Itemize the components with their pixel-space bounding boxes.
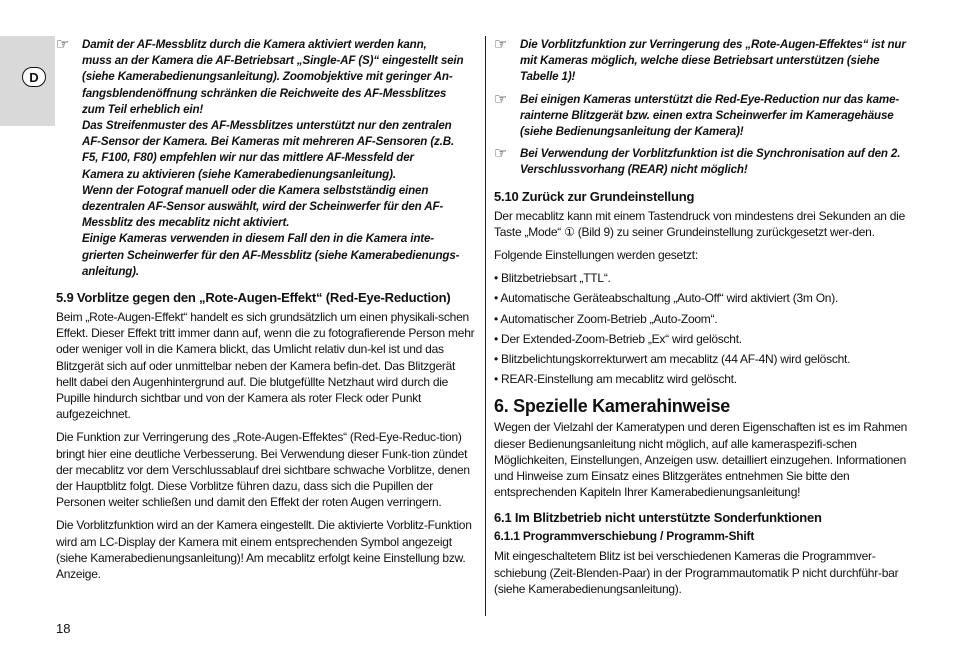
note-line: anleitung).	[82, 264, 139, 278]
note-line: (siehe Kamerabedienungsanleitung). Zoomobjektive mit geringer An-	[82, 70, 453, 84]
list-item: • Automatische Geräteabschaltung „Auto-Off“ wird aktiviert (3m On).	[494, 291, 839, 306]
note-red-eye-support	[494, 37, 919, 86]
right-column	[494, 37, 919, 604]
note-body	[82, 37, 476, 280]
pointing-hand-icon: ☞	[494, 145, 508, 163]
section-510-heading: 5.10 Zurück zur Grundeinstellung	[494, 188, 695, 204]
section-59-heading: 5.9 Vorblitze gegen den „Rote-Augen-Effekt“ (Red-Eye-Reduction)	[56, 290, 451, 306]
note-line: grierten Scheinwerfer für den AF-Messblitz (siehe Kamerabedienungs-	[82, 248, 460, 262]
section-510-intro: Der mecablitz kann mit einem Tastendruck von mindestens drei Sekunden an die Taste „Mode“ ① (Bild 9) zu seiner Grundeinstellung zurückgesetzt wer-den.	[494, 208, 906, 239]
section-611-heading: 6.1.1 Programmverschiebung / Programm-Shift	[494, 529, 755, 544]
note-line: Einige Kameras verwenden in diesem Fall den in die Kamera inte-	[82, 232, 435, 246]
note-line: F5, F100, F80) empfehlen wir nur das mittlere AF-Messfeld der	[82, 151, 414, 165]
list-item: • REAR-Einstellung am mecablitz wird gelöscht.	[494, 372, 737, 387]
section-510-lead: Folgende Einstellungen werden gesetzt:	[494, 248, 698, 263]
reset-settings-list	[494, 270, 919, 387]
pointing-hand-icon: ☞	[56, 36, 70, 53]
pointing-hand-icon: ☞	[494, 90, 508, 108]
note-line: Damit der AF-Messblitz durch die Kamera aktiviert werden kann,	[82, 38, 427, 51]
note-line: Messblitz des mecablitz nicht aktiviert.	[82, 216, 290, 230]
note-line: fangsblendenöffnung schränken die Reichweite des AF-Messblitzes	[82, 86, 447, 100]
note-rear-sync	[494, 146, 919, 178]
language-badge	[22, 67, 46, 87]
list-item: • Automatischer Zoom-Betrieb „Auto-Zoom“.	[494, 311, 718, 326]
left-column	[56, 37, 476, 589]
note-text: Bei Verwendung der Vorblitzfunktion ist die Synchronisation auf den 2. Verschlussvorhang (REAR) nicht möglich!	[520, 147, 901, 177]
section-59-paragraph: Die Funktion zur Verringerung des „Rote-Augen-Effektes“ (Red-Eye-Reduc-tion) bringt hier eine deutliche Verbesserung. Bei Verwendung dieser Funk-tion zündet der mecablitz vor dem Verschlussablauf drei sichtbare schwache Vorblitze, denen der Hauptblitz folgt. Diese Vorblitze führen dazu, dass sich die Pupillen der Personen weiter schließen und damit den Effekt der roten Augen verringern.	[56, 430, 470, 510]
note-line: Wenn der Fotograf manuell oder die Kamera selbstständig einen	[82, 183, 429, 197]
note-text: Bei einigen Kameras unterstützt die Red-Eye-Reduction nur das kame-rainterne Blitzgerät bzw. einen extra Scheinwerfer im Kameragehäuse (siehe Bedienungsanleitung der Kamera)!	[520, 92, 900, 139]
pointing-hand-icon: ☞	[494, 36, 508, 53]
list-item: • Der Extended-Zoom-Betrieb „Ex“ wird gelöscht.	[494, 331, 742, 346]
note-red-eye-internal-flash	[494, 92, 919, 141]
section-6-paragraph: Wegen der Vielzahl der Kameratypen und deren Eigenschaften ist es im Rahmen dieser Bedienungsanleitung nicht möglich, auf alle kameraspezifi-schen Möglichkeiten, Einstellungen, Anzeigen usw. detailliert einzugehen. Informationen und Hinweise zum Einsatz eines Blitzgerätes entnehmen Sie bitte den entsprechenden Kapiteln Ihrer Kamerabedienungsanleitung!	[494, 420, 908, 500]
language-label: D	[29, 69, 39, 85]
section-59-paragraph: Beim „Rote-Augen-Effekt“ handelt es sich grundsätzlich um einen physikali-schen Effekt. Dieser Effekt tritt immer dann auf, wenn die zu fotografierende Person mehr oder weniger voll in die Kamera blickt, das Umlicht relativ dun-kel ist und das Blitzgerät sich auf oder unmittelbar neben der Kamera befin-det. Das Blitzgerät hellt dabei den Augenhintergrund auf. Die blutgefüllte Netzhaut wird durch die Pupille hindurch sichtbar und von der Kamera als roter Fleck oder Punkt aufgezeichnet.	[56, 310, 475, 422]
note-line: Das Streifenmuster des AF-Messblitzes unterstützt nur den zentralen	[82, 119, 452, 133]
note-line: zum Teil erheblich ein!	[82, 102, 204, 116]
note-line: muss an der Kamera die AF-Betriebsart „Single-AF (S)“ eingestellt sein	[82, 54, 464, 68]
note-af-messblitz	[56, 37, 476, 280]
list-item: • Blitzbelichtungskorrekturwert am mecablitz (44 AF-4N) wird gelöscht.	[494, 352, 851, 367]
note-line: dezentralen AF-Sensor auswählt, wird der Scheinwerfer für den AF-	[82, 200, 444, 214]
column-divider	[485, 36, 486, 616]
page-number: 18	[56, 621, 71, 636]
note-line: Kamera zu aktivieren (siehe Kamerabedienungsanleitung).	[82, 167, 396, 181]
note-text: Die Vorblitzfunktion zur Verringerung des „Rote-Augen-Effektes“ ist nur mit Kameras möglich, welche diese Betriebsart unterstützen (siehe Tabelle 1)!	[520, 38, 906, 84]
list-item: • Blitzbetriebsart „TTL“.	[494, 271, 611, 286]
section-59-paragraph: Die Vorblitzfunktion wird an der Kamera eingestellt. Die aktivierte Vorblitz-Funktion wird am LC-Display der Kamera mit einem entsprechenden Symbol angezeigt (siehe Kamerabedienungsanleitung)! Am mecablitz erfolgt keine Einstellung bzw. Anzeige.	[56, 518, 472, 582]
section-61-heading: 6.1 Im Blitzbetrieb nicht unterstützte Sonderfunktionen	[494, 510, 822, 526]
section-6-heading: 6. Spezielle Kamerahinweise	[494, 396, 731, 417]
note-line: AF-Sensor der Kamera. Bei Kameras mit mehreren AF-Sensoren (z.B.	[82, 135, 455, 149]
section-611-paragraph: Mit eingeschaltetem Blitz ist bei verschiedenen Kameras die Programmver-schiebung (Zeit-Blenden-Paar) in der Programmautomatik P nicht durchführ-bar (siehe Kamerabedienungsanleitung).	[494, 549, 899, 596]
